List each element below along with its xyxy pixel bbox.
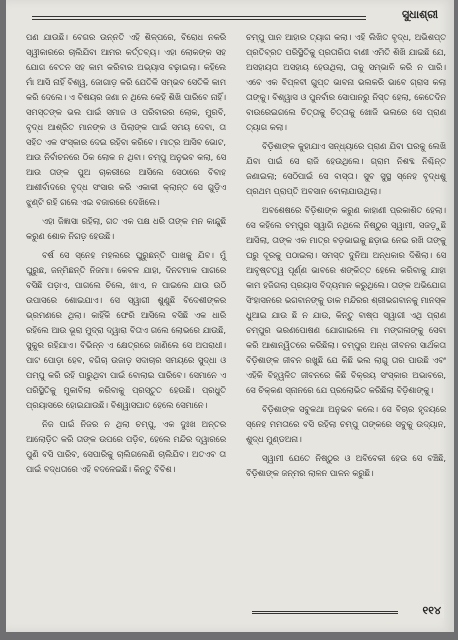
left-column bbox=[26, 30, 226, 477]
paragraph: ସ୍ୱାମୀ ଯେତେ ନିଷ୍ଠୁର ଓ ଅବିବେକୀ ହେଉ ସେ ବଞ୍ଚିଛି, ବିଡ଼ିଶାଙ୍କ ଜନ୍ମର ଲାଳନ ପାଳନ କରୁଛି। bbox=[246, 453, 446, 478]
footer-rule bbox=[252, 611, 398, 614]
right-column bbox=[246, 30, 446, 481]
page-number: ୧୧୪ bbox=[419, 604, 444, 618]
paragraph: ବିଡ଼ିଶାଙ୍କ କୁହାଯାଏ ସନ୍ଧ୍ୟାରେ ପ୍ରାଣ ଯିବା ଘରକୁ ଲେଖି ଯିବା ପାଇଁ ସେ ରାଜି ହେଉଥିଲେ। ଗ୍ରାମ ନିଶବ୍ଦ ନିଶ୍ଚିନ୍ତ ଜଣାଇଲା; ସେଠିପାଇଁ ସେ ବାସ୍ତା। ସୁବ ସୁସ୍ଥ ସ୍ନେହ ବୃଦ୍ଧଶୁ ପ୍ରଥମ ପ୍ରାପ୍ତି ଅବସାନ ବୋଲାଯାଉଥିଲା। bbox=[246, 141, 446, 196]
paragraph: ନିଜ ପାଇଁ ନିଜର ନ ଥିଲା ଚମ୍ପୁ, ଏକ ଦୁଃଖ ଅନ୍ତର ଆଲୋଡ଼ିତ କରି ତାଙ୍କ ଉପରେ ପଡ଼ିବ, ହେଲେ ମନ୍ଦିର ଦ୍ୱାରରେ ପୁଣି ବସି ପାରିବ, ସେପାରିକୁ ଚାଲିଗଲେଣି ଚାଲିଯିବ। ଅତଏବ ତା ପାଇଁ ବଦ୍ଧତାରେ ଏହି ବଦଳେଇଛି। କିନ୍ତୁ ବିବିଶ। bbox=[26, 419, 226, 474]
paragraph: ଅବଶେଷରେ ବିଡ଼ିଶାଙ୍କ କରୁଣ କାହାଣୀ ପ୍ରକାଶିତ ହେଲା। ସେ କହିଲେ ଚମ୍ପୁର ସ୍ୱାଗି ନଥିଲେ ନିଷ୍ଠୁର ସ୍ୱାମୀ, ସଜଡ଼ୁଛି ଆସିଲା, ତାଙ୍କ ଏକ ମାତ୍ର ବଡ଼ଭାଇକୁ ଛଡ଼ାଇ ନେଇ ରଖି ତାଙ୍କୁ ଘରୁ ଦୂରକୁ ପଠାଇଲା। ସମସ୍ତ ଦୁନିଆ ଅନ୍ଧକାର ଦିଶିଲା। ସେ ଆବୃଷ୍ଟତ୍ୱ ପୂର୍ଣ୍ଣ ଭାବରେ ଶଙ୍କିତ୍ତ ହେଲେ କରିବାକୁ ଯାହା କାମ ହଜିଗଲା ପ୍ରୟାସ ବିଦ୍ୟମାନ କରୁଥିଲେ। ତାଙ୍କ ଅଭିଯୋଗ ସିଂହାସନରେ ଭଗବାନଙ୍କୁ ଡାକ ମନ୍ଦିରର ଶ୍ରୀଭଗବାନକୁ ମାନସ୍କ ଧୁଆଇ ଯାଉ ଛି ନ ଯାଉ, କିନ୍ତୁ ବାଷ୍ପ ସ୍ୱାଗୀ ଏଥି ପ୍ରାଣ ଚମ୍ପୁର ଭରଣପୋଷଣ ଯୋଗାଇଲେ ମା ମଙ୍ଗଳାଙ୍କୁ ସେବା କରି ଆଶାନ୍ୱିତରେ କରିଛିଲା। ଚମ୍ପୁର ଅନ୍ଧ ଜୀବନର ସାର୍ଥକତା ବିଡ଼ିଶାଙ୍କ ଜୀବନ ରଖୁଛି ଯେ କିଛି ଭଲ ଲାଗୁ ତାର ପାଉଛି ଏବଂ ଏହିକି ବିହ୍ୱଳିତ ଜୀବନରେ କିଛି ବିକ୍ରୟ ସଂସ୍କାର ଅଭାବରେ, ସେ ଚିକ୍କଣ ସ୍ନାନରେ ଯେ ପ୍ରଲୋଭିତ କରିଛିଲା ବିଡ଼ିଶାଙ୍କୁ। bbox=[246, 205, 446, 395]
running-header bbox=[32, 8, 444, 30]
header-rule bbox=[32, 16, 366, 20]
book-page bbox=[6, 0, 454, 632]
magazine-title: ସୁଧାଶ୍ରୀ bbox=[401, 8, 438, 21]
paragraph: ଏହା ଜିଜ୍ଞାସା ରହିଲା, ଗତ ଏକ ପକ୍ଷ ଧରି ତାଙ୍କ ମନ କାନ୍ଦୁଛି କରୁଣ ଶୋକ ନିଗଡ଼ ହେଉଛି। bbox=[26, 216, 226, 241]
paragraph: ବିଡ଼ିଶାଙ୍କ ସବୁକଥା ଅନୁଭବ କଲେ। ସେ ବିଚାର ହୃଦୟରେ ସ୍ନେହ ମମତାରେ ବସି ରହିଲା ଚମ୍ପୁ ତାଙ୍କରେ ସବୁକୁ ଉଦ୍ୟାନ, ଶୁଦ୍ଧ ମୁଣ୍ଡଅନା। bbox=[246, 404, 446, 444]
paragraph: ଚମ୍ପୁ ପାନ ଆହାର ତ୍ୟାଗ କଲା। ଏହି ଲିଖିତ ବୃଦ୍ଧ, ଅଭିଶପ୍ତ ପ୍ରତିବ୍ରତ ପରିସ୍ଥିତିକୁ ପ୍ରତାରିତା ବାଣୀ ଏମିତି ଶିଖି ଯାଇଛି ଯେ, ଅସହାୟତା ଅସହାୟ ହେଉଥିଲା, ତାକୁ ସମ୍ଭାଳି କରି ନ ପାରି। ଏବେ ଏକ ବିପ୍ଳବୀ ଗୁପ୍ତ ଭାବନା ଭଲକରି ଭାବେ ଗ୍ରାସ କଲା ତାଙ୍କୁ। ବିଶ୍ୱାସ ଓ ପୁନର୍ବାର ସୋପାନରୁ ନିସ୍ତ ହେଲା, କେତେଦିନ ବାଉରେଇଗଲେ ଚିତ୍ତାକୁ ଚିତ୍ତାକୁ ଖୋଜି ଭଲରେ ସେ ପ୍ରାଣ ତ୍ୟାଗ କଲା। bbox=[246, 32, 446, 132]
paragraph: ପଣ ଯାଉଛି। ବେଗର ଉନ୍ନତି ଏହି ଶିଳ୍ପରେ, ବିରୋଧ ନକରି ସ୍ୱୀକାରରେ ଚାଲିଯିବା ଆମର କର୍ତ୍ତବ୍ୟ। ଏହା ଲୋକଙ୍କ ସହ ଯୋଗ ବେତନ ସହ କାମ କରିବାର ଅଭ୍ୟାସ ବଢ଼ାଇଲା। କହିଲେ ମାଁ ଆସି ନାହିଁ ବିଶ୍ୱ, ଜୋଗାଡ଼ କରି ଯେତିକି ସମ୍ଭବ ସେତିକି କାମ କରି ଦେଲେ। ଏ ବିଷୟର ଜଣା ନ ଥିଲେ କେହି ଶିଖି ପାରିବେ ନାହିଁ। ସମସ୍ତଙ୍କ ଭଲ ପାଇଁ ସମାଜ ଓ ପରିବାରର ଲୋକ, ମୁରବି, ବୃଦ୍ଧ ଆଶ୍ରିତ ମାନଙ୍କ ଓ ପିଲାଙ୍କ ପାଇଁ ସମୟ ଦେବା, ତା ସହିତ ଏକ ସଂସ୍କାର ଦେଇ ରହିବା କରିବେ। ମାତ୍ର ଆସିବ ଭୋଟ, ଆଉ ନିର୍ବାଚନରେ ଠିକ ଲୋକ ନ ଥିବା। ଚମ୍ପୁ ଅନୁଭବ କଲା, ସେ ଆଉ ତାଙ୍କ ପୁଅ ଚାକରୀରେ ଆସିଲେ ସେଠାରେ ବିବାହ ଆଶୀର୍ବାଦରେ ବୃଦ୍ଧ ସଂସାର କରି ଏକାକୀ କ୍ଲାନ୍ତ ସେ ଗୁଡ଼ିଏ ଝୁଣ୍ଟି ରହି ଗଲେ ଏଇ ବଜାରରେ ଦେଖିଲେ। bbox=[26, 32, 226, 207]
paragraph: ବର୍ଷ ସେ ସ୍ନେହ ମହଲରେ ଘୁରୁଛନ୍ତି ପାଖକୁ ଯିବ। ମୁଁ ଘୁରୁଛ, ଜନ୍ମିଛନ୍ତି ନିଜମା। କେବଳ ଯାହା, ଦିନଟମାକ ପାଗରେ ବସିଛି ପଡ଼ାଏ, ପାଗଲେ ଚିଲେ, ଖାଏ, ନ ପାଇଲେ ଯାଉ ଉଠି ଉପାସରେ ଶୋଇଯାଏ। ସେ ସ୍ୱାଗୀ ଶୁଣୁଛି ବିଦେଶୀଙ୍କର ଭ୍ରମଣରେ ଥିଲା। କାହିଁକି ଫେରି ଆସିଲେ ବସିଛି ଏକ ଧାରି ରହିଲେ ଆଉ ଭୂରା ମୁଦ୍ରା ଦ୍ୱାରା ବିତାଏ ଗଲେ ଲୋଭରେ ଯାଉଛି, ସୁକୁର ରହିଯାଏ। ବିଭିନ୍ନ ଏ କ୍ଷେତ୍ରରେ ଜାଣିଲେ ସେ ଅପରାଧୀ। ପାଟ ପୋଡ଼ା ହେବ, ବଗିଚା ଉଜାଡ଼ ସଦାଚାର ସମୟରେ ସୁଦ୍ଧା ଓ ପମ୍ପୁ କରି ରହି ପାରୁଥିବା ପାଇଁ ବୋଲାଇ ପାରିବେ। ସେମାନେ ଏ ପରିସ୍ଥିତିକୁ ମୁକାବିଲା କରିବାକୁ ପ୍ରସ୍ତୁତ ହେଉଛି। ପ୍ରଧୁତି ପ୍ରୟାସରେ ହୋଇଯାଉଛି। ବିଶ୍ୱାସଘାତ ହେଲେ ସେମାନେ। bbox=[26, 250, 226, 410]
